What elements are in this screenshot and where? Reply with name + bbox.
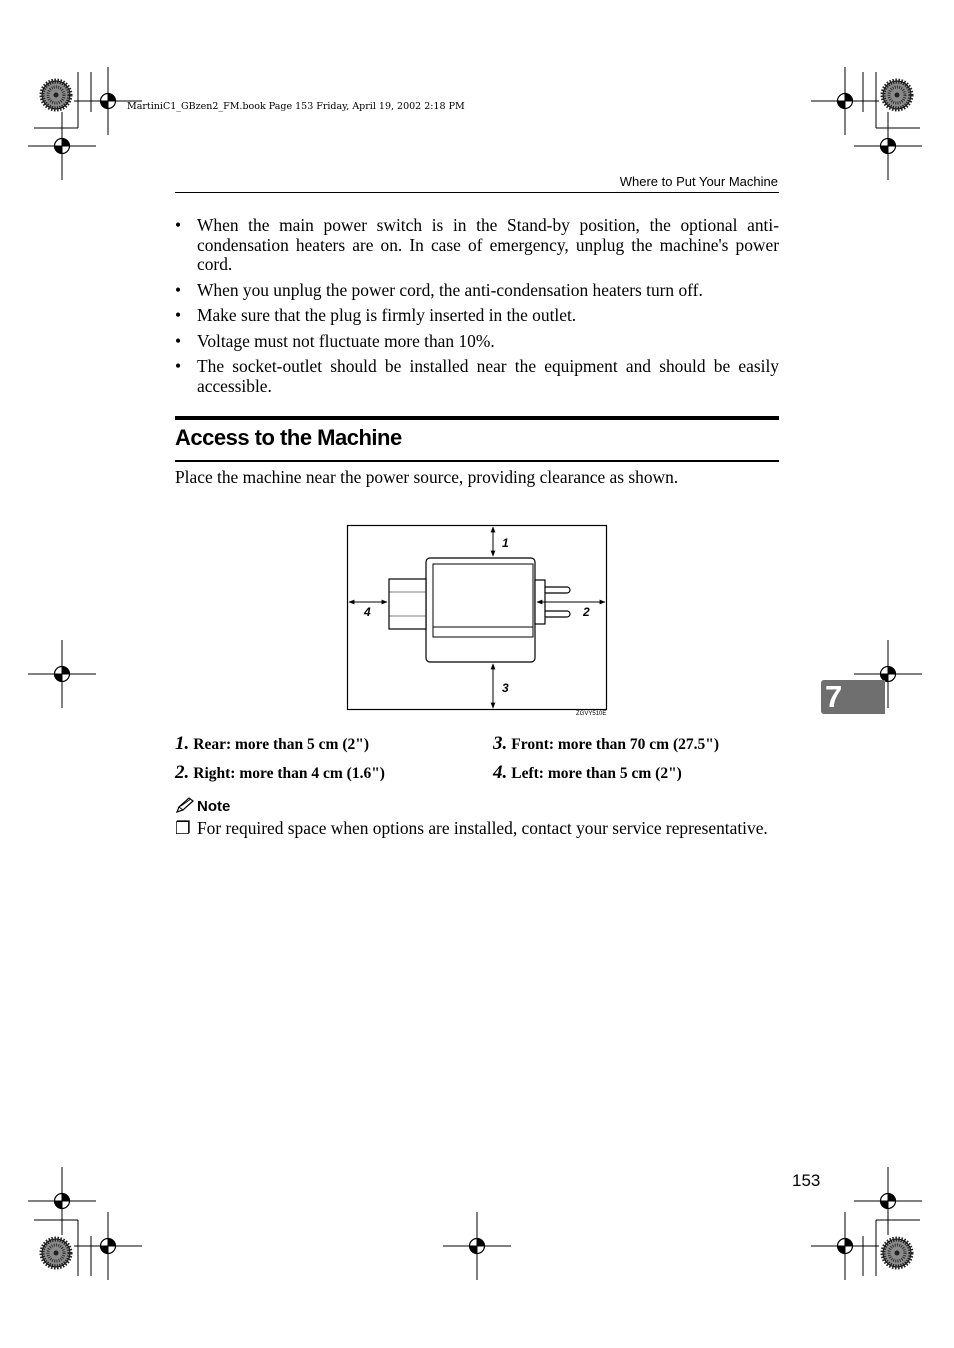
clearance-diagram [346,524,608,712]
bullet-item: • The socket-outlet should be installed near the equipment and should be easily accessible. [175,357,779,396]
caption-text: Rear: more than 5 cm (2") [193,736,370,753]
machine-body [426,558,535,662]
bullet-item: • Voltage must not fluctuate more than 10%. [175,332,779,352]
note-header [175,797,230,815]
page-number: 153 [792,1171,821,1190]
caption-number: 1. [175,733,190,754]
chapter-number: 7 [825,679,843,714]
caption-number: 2. [175,762,190,783]
bullet-list [175,216,779,402]
figure-code: ZGVY510E [576,711,607,717]
figure-label-1: 1 [502,536,509,550]
section-intro: Place the machine near the power source, providing clearance as shown. [175,467,679,487]
note-title: Note [197,798,231,815]
bullet-item: • When the main power switch is in the Stand-by position, the optional anti-condensation heaters are on. In case of emergency, unplug the machine's power cord. [175,216,779,275]
section-title: Access to the Machine [175,425,402,450]
caption-rear [175,733,369,755]
bullet-item: • When you unplug the power cord, the anti-condensation heaters turn off. [175,281,779,301]
caption-front [493,733,719,755]
chapter-tab [821,680,885,714]
figure-label-3: 3 [502,681,509,695]
bullet-item: • Make sure that the plug is firmly inserted in the outlet. [175,306,779,326]
caption-text: Right: more than 4 cm (1.6") [193,765,385,782]
caption-number: 4. [493,762,508,783]
caption-text: Left: more than 5 cm (2") [511,765,682,782]
section-rule-bottom [175,460,779,462]
note-text: For required space when options are installed, contact your service representative. [197,818,768,838]
figure-label-2: 2 [583,605,590,619]
book-info: MartiniC1_GBzen2_FM.book Page 153 Friday, April 19, 2002 2:18 PM [127,101,465,112]
caption-left [493,762,682,784]
pencil-icon [175,797,195,813]
caption-right [175,762,385,784]
checkbox-glyph: ❐ [175,818,191,838]
running-head: Where to Put Your Machine [619,174,778,189]
left-tray [389,579,426,629]
caption-number: 3. [493,733,508,754]
figure-label-4: 4 [364,605,371,619]
section-rule-top [175,416,779,420]
header-rule [175,192,779,193]
caption-text: Front: more than 70 cm (27.5") [511,736,720,753]
note-body [175,819,779,839]
